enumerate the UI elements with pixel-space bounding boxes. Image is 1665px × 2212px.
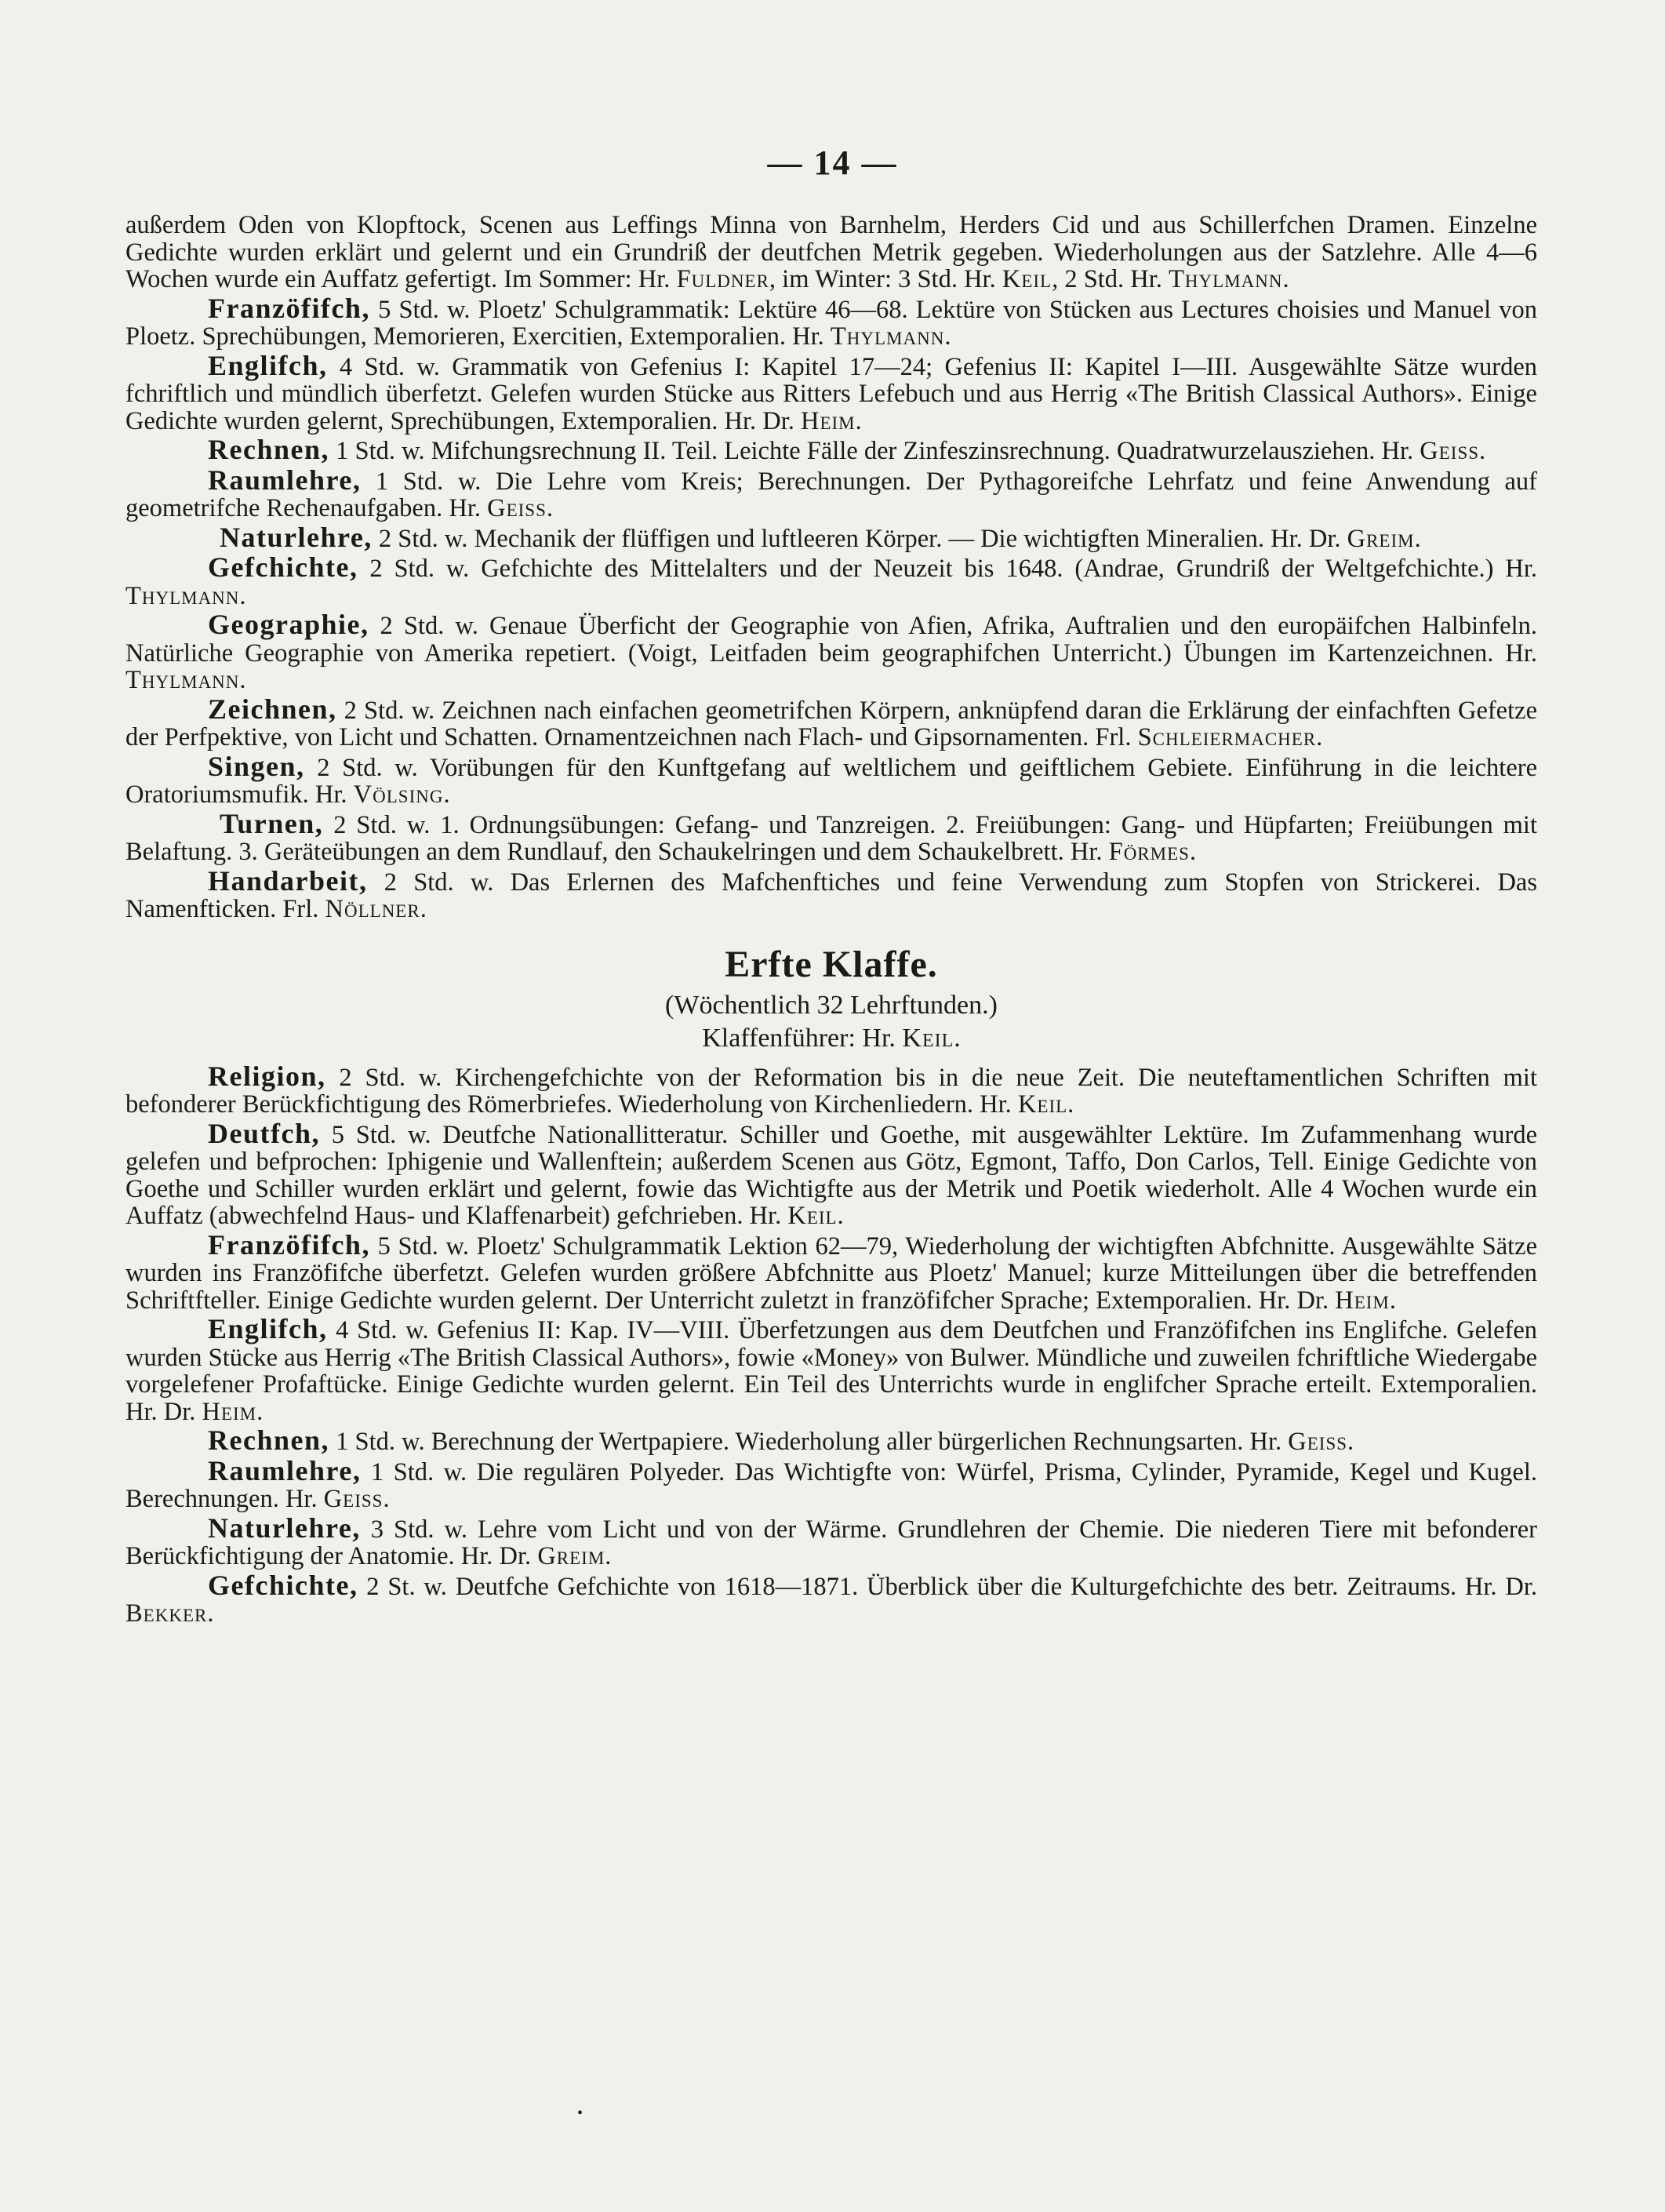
teacher-name: Geiss xyxy=(323,1485,384,1513)
subject-rechnen: Rechnen, 1 Std. w. Berechnung der Wertpapiere. Wiederholung aller bürgerlichen Rechnungsarten. Hr. Geiss. xyxy=(208,1424,1354,1456)
subject-heading: Geographie, xyxy=(208,609,369,640)
subject-heading: Franzöfifch, xyxy=(208,1228,370,1261)
subject-heading: Englifch, xyxy=(208,349,328,381)
subject-franzoesisch: Franzöfifch, 5 Std. w. Ploetz' Schulgrammatik Lektion 62—79, Wiederholung der wichtigften Abfchnitte. Ausgewählte Sätze wurden ins Franzöfifche überfetzt. Gelefen wurden größere Abfchnitte aus Ploetz' Manuel; kurze Mitteilungen über die betreffenden Schriftfteller. Einige Gedichte wurden gelernt. Der Unterricht zuletzt in franzöfifcher Sprache; Extemporalien. Hr. Dr. Heim. xyxy=(125,1228,1537,1315)
subject-naturlehre: Naturlehre, 2 Std. w. Mechanik der flüffigen und luftleeren Körper. — Die wichtigften Mineralien. Hr. Dr. Greim. xyxy=(220,521,1421,553)
subject-singen: Singen, 2 Std. w. Vorübungen für den Kunftgefang auf weltlichem und geiftlichem Gebiete. Einführung in die leichtere Oratoriumsmufik. Hr. Völsing. xyxy=(125,750,1537,809)
teacher-name: Geiss xyxy=(1288,1428,1348,1456)
subject-heading: Naturlehre, xyxy=(220,521,373,553)
subject-heading: Religion, xyxy=(208,1060,326,1092)
teacher-name: Thylmann xyxy=(1169,265,1283,293)
subject-heading: Naturlehre, xyxy=(208,1512,361,1544)
class-leader: Klaffenführer: Hr. Keil. xyxy=(702,1023,961,1053)
teacher-name: Bekker xyxy=(125,1599,208,1628)
subject-heading: Rechnen, xyxy=(208,1424,329,1456)
class-heading xyxy=(125,940,1537,1055)
teacher-name: Heim xyxy=(801,406,856,435)
teacher-name: Heim xyxy=(202,1397,257,1426)
subject-raumlehre: Raumlehre, 1 Std. w. Die regulären Polyeder. Das Wichtigfte von: Würfel, Prisma, Cylinder, Pyramide, Kegel und Kugel. Berechnungen. Hr. Geiss. xyxy=(125,1454,1537,1513)
subject-heading: Rechnen, xyxy=(208,434,329,465)
subject-heading: Zeichnen, xyxy=(208,693,337,725)
subject-geographie: Geographie, 2 Std. w. Genaue Überficht der Geographie von Afien, Afrika, Auftralien und den europäifchen Halbinfeln. Natürliche Geographie von Amerika repetiert. (Voigt, Leitfaden beim geographifchen Unterricht.) Übungen im Kartenzeichnen. Hr. Thylmann. xyxy=(125,609,1537,694)
subject-heading: Singen, xyxy=(208,750,305,782)
subject-heading: Englifch, xyxy=(208,1313,328,1344)
subject-deutsch: Deutfch, 5 Std. w. Deutfche Nationallitteratur. Schiller und Goethe, mit ausgewählter Lektüre. Im Zufammenhang wurde gelefen und befprochen: Iphigenie und Wallenftein; außerdem Scenen aus Götz, Egmont, Taffo, Don Carlos, Tell. Einige Gedichte von Goethe und Schiller wurden erklärt und gelernt, fowie das Wichtigfte aus der Metrik und Poetik wiederholt. Alle 4 Wochen wurde ein Auffatz (abwechfelnd Haus- und Klaffenarbeit) gefchrieben. Hr. Keil. xyxy=(125,1117,1537,1230)
subject-heading: Gefchichte, xyxy=(208,551,358,583)
subject-raumlehre: Raumlehre, 1 Std. w. Die Lehre vom Kreis; Berechnungen. Der Pythagoreifche Lehrfatz und feine Anwendung auf geometrifche Rechenaufgaben. Hr. Geiss. xyxy=(125,464,1537,522)
body-text xyxy=(125,212,1537,1629)
teacher-name: Keil xyxy=(1002,265,1052,293)
teacher-name: Geiss xyxy=(1420,437,1480,465)
intro-paragraph: außerdem Oden von Klopftock, Scenen aus Leffings Minna von Barnhelm, Herders Cid und aus Schillerfchen Dramen. Einzelne Gedichte wurden erklärt und gelernt und ein Grundriß der deutfchen Metrik gegeben. Wiederholungen aus der Satzlehre. Alle 4—6 Wochen wurde ein Auffatz gefertigt. Im Sommer: Hr. Fuldner, im Winter: 3 Std. Hr. Keil, 2 Std. Hr. Thylmann. xyxy=(125,211,1537,293)
teacher-name: Fuldner xyxy=(676,265,769,293)
teacher-name: Keil xyxy=(902,1023,954,1053)
subject-heading: Franzöfifch, xyxy=(208,292,370,324)
subject-heading: Turnen, xyxy=(220,807,324,839)
bottom-mark: • xyxy=(577,2105,583,2122)
teacher-name: Nöllner xyxy=(325,895,420,923)
subject-englisch: Englifch, 4 Std. w. Grammatik von Gefenius I: Kapitel 17—24; Gefenius II: Kapitel I—III. Ausgewählte Sätze wurden fchriftlich und mündlich überfetzt. Gelefen wurden Stücke aus Ritters Lefebuch und aus Herrig «The British Classical Authors». Einige Gedichte wurden gelernt, Sprechübungen, Extemporalien. Hr. Dr. Heim. xyxy=(125,349,1537,435)
teacher-name: Thylmann xyxy=(125,581,240,610)
subject-geschichte: Gefchichte, 2 Std. w. Gefchichte des Mittelalters und der Neuzeit bis 1648. (Andrae, Grundriß der Weltgefchichte.) Hr. Thylmann. xyxy=(125,551,1537,610)
teacher-name: Förmes xyxy=(1108,838,1190,866)
subject-heading: Deutfch, xyxy=(208,1117,320,1149)
teacher-name: Greim xyxy=(1347,524,1415,553)
subject-zeichnen: Zeichnen, 2 Std. w. Zeichnen nach einfachen geometrifchen Körpern, anknüpfend daran die Erklärung der einfachften Gefetze der Perfpektive, von Licht und Schatten. Ornamentzeichnen nach Flach- und Gipsornamenten. Frl. Schleiermacher. xyxy=(125,693,1537,751)
subject-handarbeit: Handarbeit, 2 Std. w. Das Erlernen des Mafchenftiches und feine Verwendung zum Stopfen von Strickerei. Das Namenfticken. Frl. Nöllner. xyxy=(125,864,1537,923)
subject-heading: Raumlehre, xyxy=(208,1454,362,1486)
teacher-name: Völsing xyxy=(353,780,444,809)
subject-rechnen: Rechnen, 1 Std. w. Mifchungsrechnung II. Teil. Leichte Fälle der Zinfeszinsrechnung. Quadratwurzelausziehen. Hr. Geiss. xyxy=(208,434,1486,465)
teacher-name: Greim xyxy=(537,1542,605,1570)
subject-turnen: Turnen, 2 Std. w. 1. Ordnungsübungen: Gefang- und Tanzreigen. 2. Freiübungen: Gang- und Hüpfarten; Freiübungen mit Belaftung. 3. Geräteübungen an dem Rundlauf, den Schaukelringen und dem Schaukelbrett. Hr. Förmes. xyxy=(125,807,1537,866)
teacher-name: Keil xyxy=(1017,1090,1068,1119)
subject-franzoesisch: Franzöfifch, 5 Std. w. Ploetz' Schulgrammatik: Lektüre 46—68. Lektüre von Stücken aus Lectures choisies und Manuel von Ploetz. Sprechübungen, Memorieren, Exercitien, Extemporalien. Hr. Thylmann. xyxy=(125,292,1537,351)
teacher-name: Heim xyxy=(1335,1286,1390,1315)
subject-heading: Handarbeit, xyxy=(208,864,368,897)
subject-heading: Gefchichte, xyxy=(208,1569,358,1601)
teacher-name: Schleiermacher xyxy=(1137,723,1317,751)
subject-naturlehre: Naturlehre, 3 Std. w. Lehre vom Licht und von der Wärme. Grundlehren der Chemie. Die niederen Tiere mit befonderer Berückfichtigung der Anatomie. Hr. Dr. Greim. xyxy=(125,1512,1537,1570)
class-title: Erfte Klaffe. xyxy=(725,943,938,985)
subject-heading: Raumlehre, xyxy=(208,464,362,496)
teacher-name: Geiss xyxy=(487,494,547,522)
subject-religion: Religion, 2 Std. w. Kirchengefchichte von der Reformation bis in die neue Zeit. Die neuteftamentlichen Schriften mit befonderer Berückfichtigung des Römerbriefes. Wiederholung von Kirchenliedern. Hr. Keil. xyxy=(125,1060,1537,1119)
page-number: — 14 — xyxy=(767,144,898,182)
class-hours: (Wöchentlich 32 Lehrftunden.) xyxy=(665,990,998,1020)
teacher-name: Thylmann xyxy=(830,322,945,351)
teacher-name: Keil xyxy=(787,1202,838,1230)
teacher-name: Thylmann xyxy=(125,666,240,694)
subject-geschichte: Gefchichte, 2 St. w. Deutfche Gefchichte von 1618—1871. Überblick über die Kulturgefchichte des betr. Zeitraums. Hr. Dr. Bekker. xyxy=(125,1569,1537,1628)
subject-englisch: Englifch, 4 Std. w. Gefenius II: Kap. IV—VIII. Überfetzungen aus dem Deutfchen und Franzöfifchen ins Englifche. Gelefen wurden Stücke aus Herrig «The British Classical Authors», fowie «Money» von Bulwer. Mündliche und zuweilen fchriftliche Wiedergabe vorgelefener Profaftücke. Einige Gedichte wurden gelernt. Ein Teil des Unterrichts wurde in englifcher Sprache erteilt. Extemporalien. Hr. Dr. Heim. xyxy=(125,1313,1537,1426)
